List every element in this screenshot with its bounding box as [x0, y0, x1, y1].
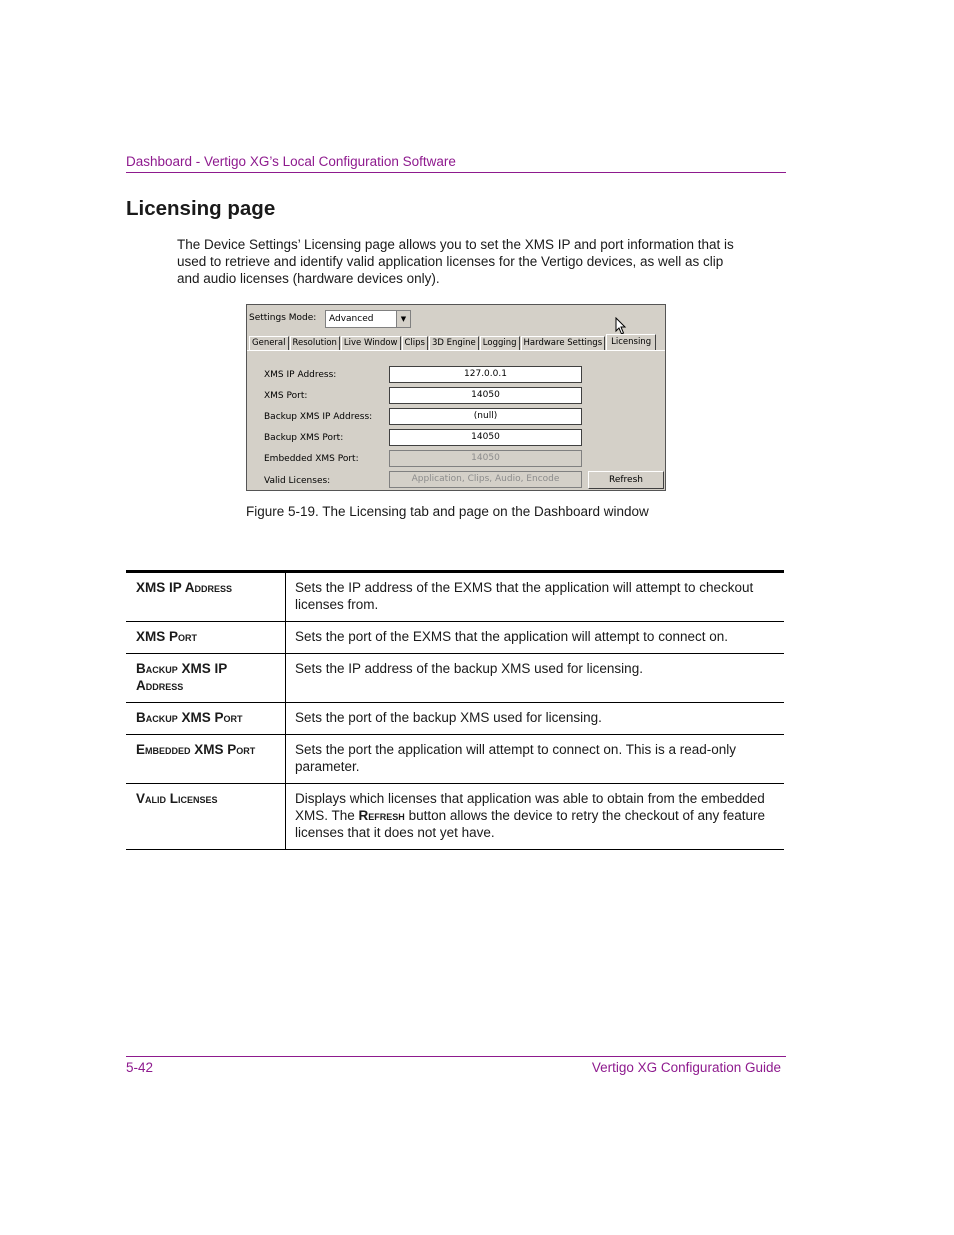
- header-rule: [126, 172, 786, 173]
- desc-backup-xms-port: Sets the port of the backup XMS used for licensing.: [286, 703, 785, 735]
- page-number: 5-42: [126, 1060, 154, 1075]
- xms-port-input[interactable]: 14050: [389, 387, 582, 404]
- embedded-xms-port-label: Embedded XMS Port:: [264, 454, 359, 464]
- desc-valid-licenses-after: button allows the device to retry the checkout of any feature licenses that it does not yet have.: [295, 808, 766, 840]
- valid-licenses-field: Application, Clips, Audio, Encode: [389, 471, 582, 488]
- tab-general[interactable]: General: [249, 336, 289, 350]
- parameters-table: [126, 570, 784, 850]
- licensing-screenshot: [246, 304, 666, 491]
- backup-xms-port-label: Backup XMS Port:: [264, 433, 344, 443]
- settings-tabs: [249, 335, 657, 350]
- refresh-button[interactable]: Refresh: [588, 471, 664, 489]
- term-valid-licenses: Valid Licenses: [126, 784, 286, 850]
- backup-xms-ip-address-label: Backup XMS IP Address:: [264, 412, 373, 422]
- backup-xms-ip-address-input[interactable]: (null): [389, 408, 582, 425]
- tab-clips[interactable]: Clips: [402, 336, 428, 350]
- xms-port-label: XMS Port:: [264, 391, 308, 401]
- backup-xms-port-input[interactable]: 14050: [389, 429, 582, 446]
- page-title: Licensing page: [126, 197, 276, 220]
- tab-3d-engine[interactable]: 3D Engine: [429, 336, 479, 350]
- desc-backup-xms-ip-address: Sets the IP address of the backup XMS used for licensing.: [286, 654, 785, 703]
- tab-licensing[interactable]: Licensing: [606, 334, 656, 351]
- table-row: [126, 784, 784, 850]
- tab-divider: [247, 350, 665, 351]
- figure-caption: Figure 5-19. The Licensing tab and page on the Dashboard window: [246, 504, 649, 519]
- tab-logging[interactable]: Logging: [480, 336, 520, 350]
- table-row: [126, 703, 784, 735]
- table-row: [126, 654, 784, 703]
- tab-resolution[interactable]: Resolution: [290, 336, 340, 350]
- term-xms-ip-address: XMS IP Address: [126, 572, 286, 622]
- table-row: [126, 622, 784, 654]
- table-row: [126, 572, 784, 622]
- settings-mode-label: Settings Mode:: [249, 313, 317, 323]
- xms-ip-address-input[interactable]: 127.0.0.1: [389, 366, 582, 383]
- embedded-xms-port-input: 14050: [389, 450, 582, 467]
- intro-paragraph: The Device Settings’ Licensing page allows you to set the XMS IP and port information that is used to retrieve and identify valid application licenses for the Vertigo devices, as well as clip and audio licenses (hardware devices only).: [177, 237, 734, 286]
- mouse-cursor-icon: [615, 317, 627, 335]
- desc-xms-ip-address: Sets the IP address of the EXMS that the application will attempt to checkout licenses from.: [286, 572, 785, 622]
- settings-mode-dropdown[interactable]: [325, 310, 411, 328]
- header-text: Dashboard - Vertigo XG’s Local Configuration Software: [126, 154, 456, 169]
- desc-refresh-term: Refresh: [358, 808, 405, 823]
- desc-valid-licenses: [286, 784, 785, 850]
- term-xms-port: XMS Port: [126, 622, 286, 654]
- desc-xms-port: Sets the port of the EXMS that the application will attempt to connect on.: [286, 622, 785, 654]
- xms-ip-address-label: XMS IP Address:: [264, 370, 337, 380]
- footer-rule: [126, 1056, 786, 1057]
- guide-title: Vertigo XG Configuration Guide: [591, 1060, 781, 1075]
- settings-mode-value: Advanced: [329, 314, 374, 324]
- term-backup-xms-ip-address: Backup XMS IP Address: [126, 654, 286, 703]
- valid-licenses-label: Valid Licenses:: [264, 476, 331, 486]
- term-embedded-xms-port: Embedded XMS Port: [126, 735, 286, 784]
- chevron-down-icon[interactable]: ▼: [396, 311, 410, 327]
- desc-embedded-xms-port: Sets the port the application will attempt to connect on. This is a read-only parameter.: [286, 735, 785, 784]
- tab-hardware-settings[interactable]: Hardware Settings: [521, 336, 606, 350]
- table-row: [126, 735, 784, 784]
- tab-live-window[interactable]: Live Window: [341, 336, 401, 350]
- desc-valid-licenses-before: Displays which licenses that application was able to obtain from the embedded XMS. The: [295, 791, 765, 823]
- term-backup-xms-port: Backup XMS Port: [126, 703, 286, 735]
